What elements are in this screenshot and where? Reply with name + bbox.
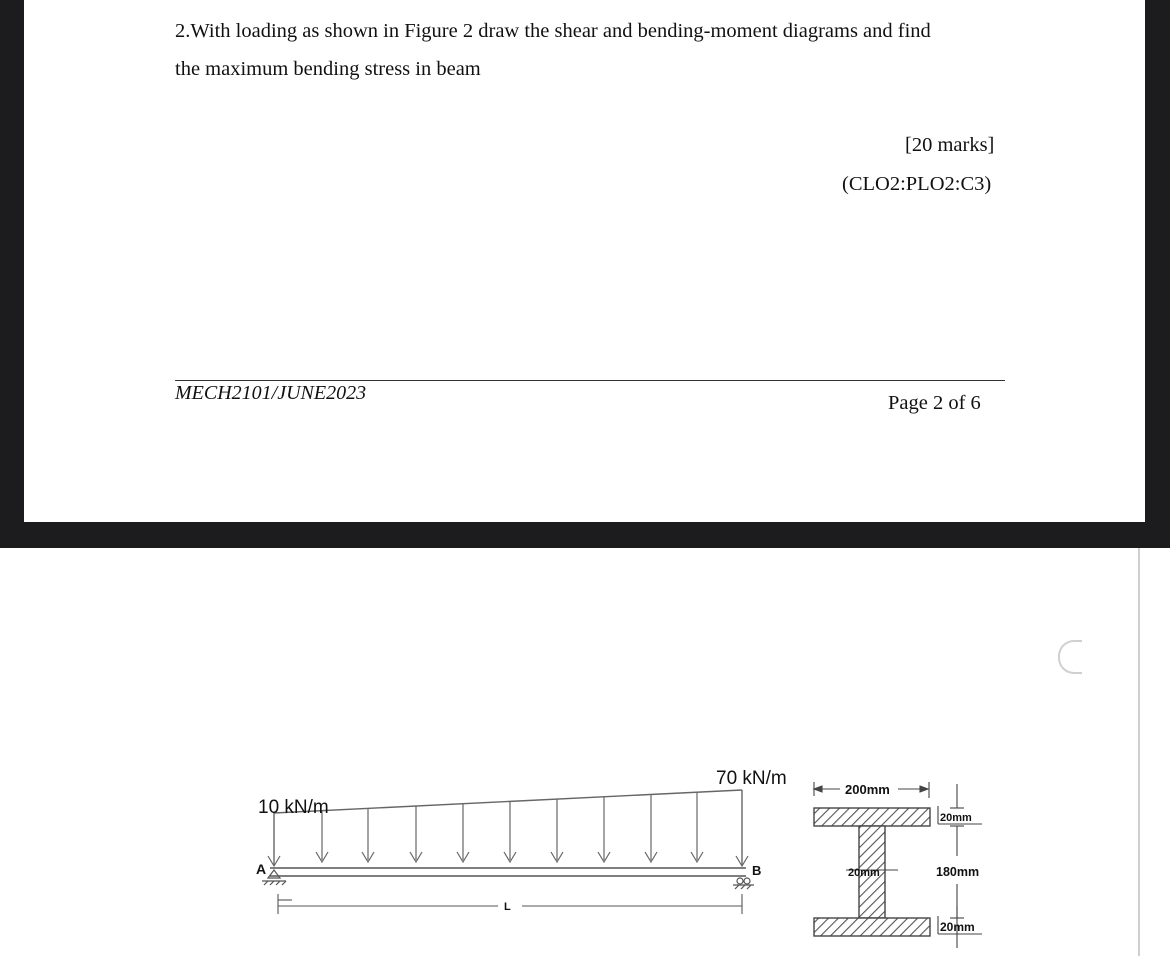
question-line-2: the maximum bending stress in beam bbox=[175, 58, 481, 80]
exam-page-bottom bbox=[0, 548, 1138, 956]
figure-2 bbox=[0, 548, 1138, 956]
question-line-1: 2.With loading as shown in Figure 2 draw the shear and bending-moment diagrams and find bbox=[175, 20, 931, 42]
page-number: Page 2 of 6 bbox=[888, 392, 981, 414]
top-flange-thickness-label: 20mm bbox=[940, 812, 972, 824]
distributed-load bbox=[268, 790, 748, 866]
page-edge bbox=[1138, 548, 1170, 956]
span-label: L bbox=[504, 901, 511, 913]
flange-width-label: 200mm bbox=[845, 782, 890, 797]
load-left-label: 10 kN/m bbox=[258, 797, 329, 818]
web-height-label: 180mm bbox=[936, 865, 980, 879]
support-b-roller bbox=[733, 878, 754, 889]
load-arrows bbox=[268, 793, 748, 866]
course-code: MECH2101/JUNE2023 bbox=[175, 382, 367, 404]
support-a-label: A bbox=[256, 861, 267, 877]
web-thickness-label: 20mm bbox=[848, 867, 880, 879]
clo-label: (CLO2:PLO2:C3) bbox=[842, 173, 992, 195]
beam bbox=[270, 868, 746, 876]
bottom-flange-thickness-label: 20mm bbox=[940, 920, 975, 934]
page-curl-mark bbox=[1058, 640, 1082, 674]
footer-divider bbox=[175, 380, 1005, 381]
exam-page-top bbox=[24, 0, 1145, 522]
load-top-line bbox=[274, 790, 742, 813]
marks-label: [20 marks] bbox=[905, 134, 995, 156]
support-b-label: B bbox=[752, 863, 762, 878]
load-right-label: 70 kN/m bbox=[716, 768, 787, 789]
